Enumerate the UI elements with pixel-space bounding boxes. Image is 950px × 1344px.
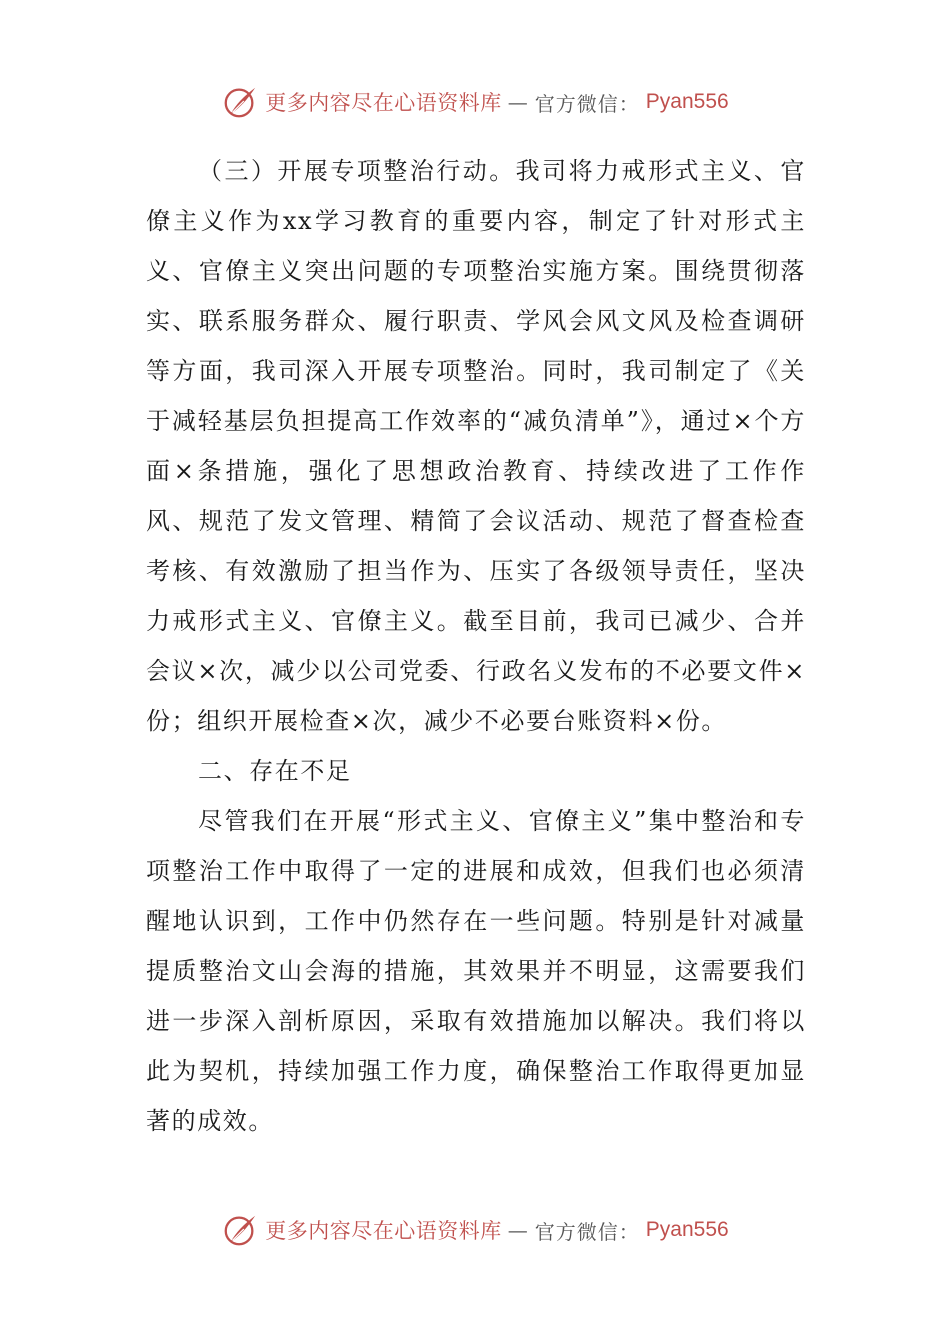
watermark-label: 官方微信： bbox=[534, 1219, 640, 1244]
paragraph-special-rectification: （三）开展专项整治行动。我司将力戒形式主义、官僚主义作为xx学习教育的重要内容，制定了针对形式主义、官僚主义突出问题的专项整治实施方案。围绕贯彻落实、联系服务群众、履行职责、学风会风文风及检查调研等方面，我司深入开展专项整治。同时，我司制定了《关于减轻基层负担提高工作效率的“减负清单”》，通过×个方面×条措施，强化了思想政治教育、持续改进了工作作风、规范了发文管理、精简了会议活动、规范了督查检查考核、有效激励了担当作为、压实了各级领导责任，坚决力戒形式主义、官僚主义。截至目前，我司已减少、合并会议×次，减少以公司党委、行政名义发布的不必要文件×份；组织开展检查×次，减少不必要台账资料×份。 bbox=[146, 157, 806, 735]
watermark-account: Pyan556 bbox=[645, 1218, 729, 1241]
footer-watermark bbox=[0, 1210, 950, 1250]
paragraph-shortcomings: 尽管我们在开展“形式主义、官僚主义”集中整治和专项整治工作中取得了一定的进展和成效，但我们也必须清醒地认识到，工作中仍然存在一些问题。特别是针对减量提质整治文山会海的措施，其效果并不明显，这需要我们进一步深入剖析原因，采取有效措施加以解决。我们将以此为契机，持续加强工作力度，确保整治工作取得更加显著的成效。 bbox=[146, 807, 806, 1135]
watermark-account: Pyan556 bbox=[645, 90, 729, 113]
watermark-dash: — bbox=[507, 1218, 529, 1242]
section-heading-shortcomings: 二、存在不足 bbox=[198, 757, 352, 785]
watermark-label: 官方微信： bbox=[534, 91, 640, 116]
document-body bbox=[146, 146, 806, 1146]
watermark-site-text: 更多内容尽在心语资料库 bbox=[265, 91, 502, 115]
quill-pen-circle-icon bbox=[221, 83, 259, 121]
quill-pen-circle-icon bbox=[221, 1211, 259, 1249]
header-watermark bbox=[0, 82, 950, 122]
watermark-dash: — bbox=[507, 90, 529, 114]
watermark-site-text: 更多内容尽在心语资料库 bbox=[265, 1219, 502, 1243]
